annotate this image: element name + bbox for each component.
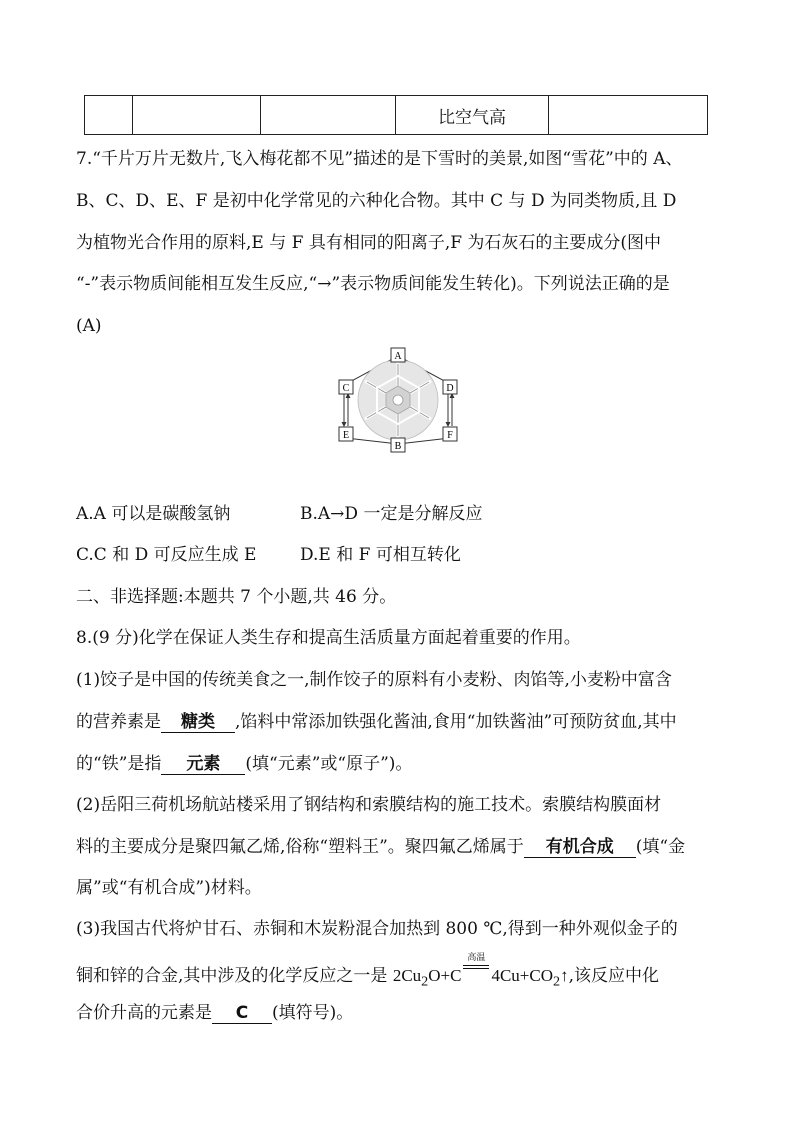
answer-blank-nutrient: 糖类 [161, 713, 235, 733]
table-cell: 比空气高 [396, 96, 549, 135]
q8-p1-text: ,馅料中常添加铁强化酱油,食用“加铁酱油”可预防贫血,其中 [235, 712, 677, 732]
node-f-label: F [447, 430, 453, 441]
q8-stem: 8.(9 分)化学在保证人类生存和提高生活质量方面起着重要的作用。 [76, 628, 581, 648]
option-b: B.A→D 一定是分解反应 [300, 504, 483, 524]
chemical-equation [392, 952, 569, 990]
q7-stem-line-4: “-”表示物质间能相互发生反应,“→”表示物质间能发生转化)。下列说法正确的是 [76, 274, 670, 294]
eq-left-subscript: 2 [421, 973, 429, 990]
table-cell [261, 96, 396, 135]
table-row [85, 96, 708, 135]
gas-arrow-icon: ↑ [560, 966, 569, 985]
answer-blank-material: 有机合成 [524, 838, 636, 858]
eq-right-subscript: 2 [552, 973, 561, 990]
option-a: A.A 可以是碳酸氢钠 [76, 504, 231, 524]
eq-right: 4Cu+CO [491, 966, 553, 985]
option-d: D.E 和 F 可相互转化 [300, 545, 461, 565]
q8-p3-line-2 [76, 952, 659, 990]
q8-p3-text: (填符号)。 [272, 1003, 354, 1023]
q8-p2-text: (填“金 [635, 837, 686, 857]
node-d-label: D [446, 383, 454, 394]
q8-p3-text: ,该反应中化 [568, 966, 659, 986]
eq-left: 2Cu [392, 966, 422, 985]
q7-stem-line-3: 为植物光合作用的原料,E 与 F 具有相同的阳离子,F 为石灰石的主要成分(图中 [76, 233, 662, 253]
node-b-label: B [394, 441, 402, 452]
table-fragment [84, 95, 708, 135]
reaction-condition: 高温 [467, 952, 486, 962]
snowflake-diagram [330, 346, 466, 459]
q8-p2-text: 料的主要成分是聚四氟乙烯,俗称“塑料王”。聚四氟乙烯属于 [76, 837, 524, 857]
q8-p1-line-1: (1)饺子是中国的传统美食之一,制作饺子的原料有小麦粉、肉馅等,小麦粉中富含 [76, 670, 672, 690]
answer-blank-iron: 元素 [161, 755, 245, 775]
answer-blank-element: C [212, 1004, 272, 1024]
q8-p3-line-1: (3)我国古代将炉甘石、赤铜和木炭粉混合加热到 800 ℃,得到一种外观似金子的 [76, 919, 678, 939]
q8-p1-text: (填“元素”或“原子”)。 [245, 754, 413, 774]
q8-p2-line-3: 属”或“有机合成”)材料。 [76, 878, 262, 898]
q8-p1-text: 的营养素是 [76, 712, 161, 732]
section-heading: 二、非选择题:本题共 7 个小题,共 46 分。 [76, 587, 397, 607]
option-c: C.C 和 D 可反应生成 E [76, 545, 257, 565]
table-cell [133, 96, 261, 135]
q8-p2-line-2 [76, 838, 685, 858]
q8-p2-line-1: (2)岳阳三荷机场航站楼采用了钢结构和索膜结构的施工技术。索膜结构膜面材 [76, 795, 662, 815]
q8-p3-line-3 [76, 1004, 353, 1024]
snowflake-icon [358, 360, 438, 440]
node-a-label: A [394, 351, 402, 362]
q7-stem-line-1: 7.“千片万片无数片,飞入梅花都不见”描述的是下雪时的美景,如图“雪花”中的 A、 [76, 149, 683, 169]
reaction-arrow [461, 952, 491, 981]
q7-answer: (A) [76, 316, 102, 336]
node-c-label: C [342, 383, 350, 394]
node-e-label: E [342, 430, 350, 441]
q8-p1-text: 的“铁”是指 [76, 754, 162, 774]
q8-p3-text: 合价升高的元素是 [76, 1003, 212, 1023]
q8-p1-line-3 [76, 755, 412, 775]
snowflake-diagram-svg [330, 346, 466, 454]
table-cell [549, 96, 708, 135]
eq-left: O+C [428, 966, 462, 985]
table-cell [85, 96, 133, 135]
q8-p3-text: 铜和锌的合金,其中涉及的化学反应之一是 [76, 966, 393, 986]
data-table [84, 95, 708, 135]
q7-stem-line-2: B、C、D、E、F 是初中化学常见的六种化合物。其中 C 与 D 为同类物质,且 D [76, 191, 677, 211]
q8-p1-line-2 [76, 713, 677, 733]
